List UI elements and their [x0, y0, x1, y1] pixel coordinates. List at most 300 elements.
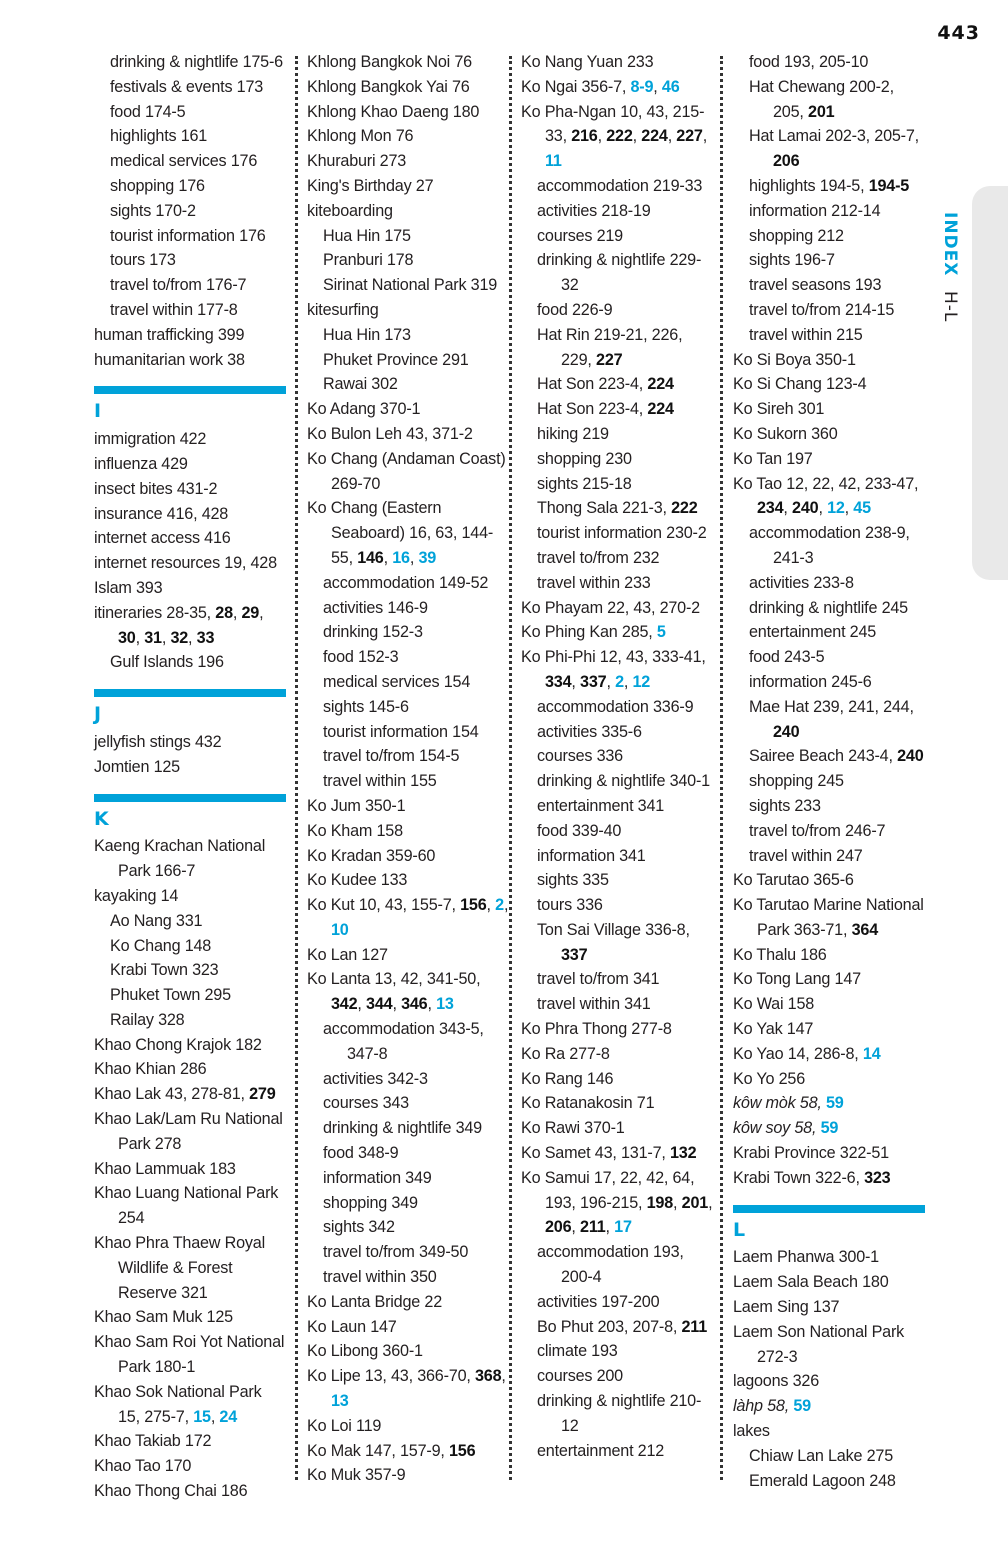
index-subentry: [733, 695, 925, 745]
entry-text: hiking 219: [537, 424, 609, 443]
index-subentry: [521, 571, 715, 596]
entry-text: travel seasons 193: [749, 276, 882, 295]
entry-text: Hat Lamai 202-3, 205-7,: [749, 127, 919, 146]
entry-text: Bo Phut 203, 207-8,: [537, 1317, 682, 1336]
entry-text: Khuraburi 273: [307, 152, 407, 171]
entry-text: Ko Si Boya 350-1: [733, 350, 856, 369]
entry-text: tours 336: [537, 896, 603, 915]
entry-text: Ao Nang 331: [110, 911, 203, 930]
page-ref-bold: 206: [545, 1218, 572, 1237]
index-entry: [94, 477, 286, 502]
index-entry: [307, 1414, 512, 1439]
entry-text: travel within 155: [323, 772, 437, 791]
entry-text: Ko Ra 277-8: [521, 1044, 610, 1063]
entry-text: Laem Phanwa 300-1: [733, 1248, 879, 1267]
letter-heading: [94, 689, 286, 728]
index-subentry: [94, 75, 286, 100]
index-entry: Ko Lanta 13, 42, 341-50, 342, 344, 346, 13: [307, 970, 481, 1014]
page-ref-bold: 216: [571, 127, 598, 146]
index-subentry: [733, 596, 925, 621]
index-subentry: [307, 323, 512, 348]
index-subentry: [733, 521, 925, 571]
index-entry: [307, 1463, 512, 1488]
entry-text: tours 173: [110, 251, 176, 270]
entry-text: Jomtien 125: [94, 757, 180, 776]
page-ref-bold: 227: [596, 350, 623, 369]
column-divider: [720, 56, 723, 1480]
index-subentry: [307, 1166, 512, 1191]
index-subentry: [733, 769, 925, 794]
entry-text: sights 196-7: [749, 251, 835, 270]
entry-text: activities 342-3: [323, 1069, 428, 1088]
entry-text: Ko Loi 119: [307, 1416, 382, 1435]
entry-text: information 245-6: [749, 672, 872, 691]
index-entry: [94, 576, 286, 601]
index-subentry: [307, 1215, 512, 1240]
index-entry: [307, 794, 512, 819]
index-entry: [733, 1042, 925, 1067]
entry-text: highlights 194-5,: [749, 176, 869, 195]
index-subentry: [94, 174, 286, 199]
entry-text: drinking & nightlife 210-12: [537, 1392, 702, 1435]
entry-text: King's Birthday 27: [307, 176, 434, 195]
entry-text: activities 218-19: [537, 201, 651, 220]
entry-text: travel to/from 349-50: [323, 1243, 469, 1262]
entry-text: festivals & events 173: [110, 77, 264, 96]
entry-text: Emerald Lagoon 248: [749, 1471, 896, 1490]
entry-text: Ko Tan 197: [733, 449, 813, 468]
index-entry: [733, 372, 925, 397]
index-subentry: [307, 1240, 512, 1265]
index-entry: [307, 199, 512, 224]
entry-text: accommodation 343-5, 347-8: [323, 1020, 484, 1063]
entry-text: Ko Si Chang 123-4: [733, 375, 867, 394]
index-subentry: [521, 967, 715, 992]
index-entry: [307, 149, 512, 174]
entry-text: drinking & nightlife 349: [323, 1119, 482, 1138]
index-entry: [733, 893, 925, 943]
entry-text: food 348-9: [323, 1144, 399, 1163]
entry-text: Laem Sing 137: [733, 1298, 840, 1317]
entry-text: Ko Yak 147: [733, 1020, 814, 1039]
index-entry: Khao Sok National Park 15, 275-7, 15, 24: [94, 1382, 262, 1426]
entry-text: activities 197-200: [537, 1292, 660, 1311]
entry-text: climate 193: [537, 1342, 618, 1361]
page-ref-bold: 146: [357, 548, 384, 567]
page-ref-bold: 201: [808, 102, 835, 121]
index-entry: [307, 447, 512, 497]
entry-text: Khao Lak/Lam Ru National Park 278: [94, 1110, 283, 1153]
entry-text: information 341: [537, 846, 646, 865]
index-subentry: [521, 546, 715, 571]
letter-bar: [94, 794, 286, 802]
index-subentry: [521, 248, 715, 298]
entry-text: travel to/from 154-5: [323, 747, 460, 766]
entry-text: Hat Rin 219-21, 226, 229,: [537, 325, 683, 369]
entry-text: drinking & nightlife 175-6: [110, 53, 283, 71]
index-entry: [307, 1315, 512, 1340]
index-column-1: [94, 50, 286, 1504]
index-subentry: [521, 521, 715, 546]
entry-text: travel to/from 176-7: [110, 276, 247, 295]
index-entry: itineraries 28-35, 28, 29, 30, 31, 32, 33: [94, 603, 264, 647]
entry-text: courses 200: [537, 1367, 623, 1386]
index-entry: [94, 755, 286, 780]
index-subentry: [521, 720, 715, 745]
map-ref: 14: [862, 1044, 881, 1063]
entry-text: sights 335: [537, 871, 609, 890]
index-subentry: [94, 1008, 286, 1033]
index-entry: [521, 1067, 715, 1092]
index-entry: [94, 452, 286, 477]
entry-text: food 174-5: [110, 102, 186, 121]
index-entry: [307, 1290, 512, 1315]
index-subentry: [94, 934, 286, 959]
index-subentry: [733, 174, 925, 199]
letter-heading: [733, 1205, 925, 1244]
entry-text: Ko Kut 10, 43, 155-7,: [307, 896, 461, 915]
entry-text: travel within 233: [537, 573, 651, 592]
index-entry: [733, 348, 925, 373]
letter-heading-text: L: [733, 1218, 745, 1241]
index-subentry: [521, 496, 715, 521]
entry-text: Ko Lipe 13, 43, 366-70,: [307, 1367, 475, 1386]
page-ref-bold: 30: [118, 628, 136, 647]
index-entry: [94, 1429, 286, 1454]
map-ref: 13: [331, 1392, 349, 1411]
index-entry: [94, 1082, 286, 1107]
entry-text: sights 342: [323, 1218, 395, 1237]
index-subentry: [733, 199, 925, 224]
page-ref-bold: 211: [681, 1317, 708, 1336]
index-entry: [521, 1141, 715, 1166]
index-subentry: [307, 769, 512, 794]
letter-heading: [94, 386, 286, 425]
entry-text: Ko Rang 146: [521, 1069, 614, 1088]
entry-text: Ko Kradan 359-60: [307, 846, 436, 865]
entry-text: Rawai 302: [323, 375, 398, 394]
index-column-3: [521, 50, 715, 1463]
map-ref: 45: [853, 499, 871, 518]
entry-text: Khao Phra Thaew Royal Wildlife & Forest Reserve 321: [94, 1234, 265, 1302]
map-ref: 12: [632, 672, 651, 691]
entry-text: Hat Chewang 200-2, 205,: [749, 77, 894, 121]
page-ref-bold: 224: [647, 400, 674, 419]
page-ref-bold: 28: [215, 603, 233, 622]
entry-text: Khao Takiab 172: [94, 1432, 212, 1451]
entry-text: accommodation 149-52: [323, 573, 489, 592]
entry-text: Pranburi 178: [323, 251, 414, 270]
entry-text: travel within 350: [323, 1268, 437, 1287]
column-divider: [295, 56, 298, 1480]
entry-text: shopping 349: [323, 1193, 418, 1212]
index-subentry: [733, 75, 925, 125]
entry-text: courses 343: [323, 1094, 409, 1113]
entry-text: Ko Adang 370-1: [307, 400, 421, 419]
index-entry: [733, 1245, 925, 1270]
index-subentry: [733, 794, 925, 819]
index-subentry: [521, 1389, 715, 1439]
index-subentry: [521, 422, 715, 447]
entry-text: accommodation 219-33: [537, 176, 703, 195]
entry-text: Hua Hin 175: [323, 226, 411, 245]
entry-text: Khlong Mon 76: [307, 127, 414, 146]
entry-text: Ko Phra Thong 277-8: [521, 1020, 672, 1039]
entry-text: Ko Libong 360-1: [307, 1342, 423, 1361]
page-ref-bold: 279: [249, 1085, 276, 1104]
entry-text: humanitarian work 38: [94, 350, 245, 369]
entry-text: food 243-5: [749, 648, 825, 667]
page-ref-bold: 240: [897, 747, 924, 766]
index-subentry: [521, 794, 715, 819]
index-subentry: [733, 1469, 925, 1494]
entry-text: Ko Mak 147, 157-9,: [307, 1441, 449, 1460]
index-entry: [94, 348, 286, 373]
index-subentry: [307, 1191, 512, 1216]
page-ref-bold: 368: [475, 1367, 502, 1386]
index-subentry: [521, 174, 715, 199]
page-ref-bold: 222: [606, 127, 633, 146]
index-entry: [307, 50, 512, 75]
index-subentry: [521, 1439, 715, 1464]
index-subentry: [307, 744, 512, 769]
map-ref: 59: [820, 1119, 839, 1138]
index-subentry: [733, 744, 925, 769]
entry-text: Ko Phing Kan 285,: [521, 623, 657, 642]
index-subentry: [521, 372, 715, 397]
index-subentry: [94, 224, 286, 249]
index-entry: [733, 1295, 925, 1320]
entry-text: Ko Lanta 13, 42, 341-50,: [307, 970, 481, 989]
entry-text: Khao Sam Muk 125: [94, 1308, 233, 1327]
column-divider: [509, 56, 512, 1480]
page-ref-bold: 346: [401, 995, 428, 1014]
index-subentry: [94, 909, 286, 934]
entry-text: medical services 154: [323, 672, 471, 691]
entry-text: insect bites 431-2: [94, 479, 218, 498]
entry-text: information 349: [323, 1168, 432, 1187]
map-ref: 16: [392, 548, 410, 567]
entry-text: sights 170-2: [110, 201, 196, 220]
entry-text: Ko Samet 43, 131-7,: [521, 1144, 670, 1163]
index-subentry: [733, 224, 925, 249]
index-entry: [733, 967, 925, 992]
page-ref-bold: 344: [366, 995, 393, 1014]
map-ref: 11: [545, 152, 562, 171]
entry-text: Islam 393: [94, 578, 163, 597]
index-entry: Ko Tao 12, 22, 42, 233-47, 234, 240, 12, 45: [733, 474, 919, 518]
entry-text: kitesurfing: [307, 300, 379, 319]
index-column-4: [733, 50, 925, 1493]
page-ref-bold: 323: [864, 1168, 891, 1187]
index-subentry: [307, 248, 512, 273]
index-subentry: [733, 620, 925, 645]
entry-text: entertainment 212: [537, 1441, 665, 1460]
letter-bar: [94, 386, 286, 394]
entry-text: travel within 177-8: [110, 300, 238, 319]
entry-text: Sairee Beach 243-4,: [749, 747, 898, 766]
map-ref: 13: [436, 995, 454, 1014]
entry-text: Ko Kudee 133: [307, 871, 408, 890]
entry-text: Ko Chang 148: [110, 936, 212, 955]
index-entry: [307, 298, 512, 323]
index-subentry: [521, 1364, 715, 1389]
index-entry: [733, 1369, 925, 1394]
letter-bar: [94, 689, 286, 697]
index-subentry: [307, 571, 512, 596]
index-entry: [733, 1166, 925, 1191]
index-entry: [307, 1339, 512, 1364]
entry-text: Ko Lan 127: [307, 945, 388, 964]
index-subentry: [94, 199, 286, 224]
index-entry: [307, 397, 512, 422]
index-entry: [521, 1017, 715, 1042]
map-ref: 17: [614, 1218, 632, 1237]
index-entry: [521, 50, 715, 75]
page-ref-bold: 206: [773, 152, 800, 171]
index-subentry: [521, 992, 715, 1017]
index-subentry: [521, 695, 715, 720]
index-subentry: [521, 893, 715, 918]
entry-text: Ton Sai Village 336-8,: [537, 920, 690, 939]
index-subentry: [94, 650, 286, 675]
entry-text: Ko Wai 158: [733, 995, 815, 1014]
page-number: 443: [937, 22, 980, 44]
entry-text: Ko Rawi 370-1: [521, 1119, 625, 1138]
page-ref-bold: 201: [681, 1193, 709, 1212]
index-subentry: [307, 720, 512, 745]
map-ref: 2: [495, 896, 504, 915]
entry-text: Hat Son 223-4,: [537, 375, 648, 394]
entry-text: Ko Chang (Andaman Coast) 269-70: [307, 449, 506, 493]
entry-text: insurance 416, 428: [94, 504, 229, 523]
page-ref-bold: 194-5: [868, 176, 910, 195]
entry-text: lakes: [733, 1422, 770, 1441]
index-entry: [733, 1116, 925, 1141]
index-subentry: [307, 1141, 512, 1166]
map-ref: 59: [793, 1397, 811, 1416]
index-entry: [307, 124, 512, 149]
entry-text: immigration 422: [94, 430, 207, 449]
index-entry: Ko Lipe 13, 43, 366-70, 368, 13: [307, 1367, 506, 1411]
entry-text: food 152-3: [323, 648, 399, 667]
index-subentry: [94, 124, 286, 149]
entry-text: kôw mòk 58,: [733, 1094, 826, 1113]
entry-text: information 212-14: [749, 201, 881, 220]
entry-text: travel to/from 341: [537, 970, 660, 989]
page-ref-bold: 234: [757, 499, 784, 518]
entry-text: kiteboarding: [307, 201, 393, 220]
entry-text: Khao Khian 286: [94, 1060, 207, 1079]
page-ref-bold: 132: [669, 1144, 697, 1163]
index-entry: [733, 397, 925, 422]
index-entry: Ko Phi-Phi 12, 43, 333-41, 334, 337, 2, 12: [521, 648, 706, 691]
page-ref-bold: 240: [792, 499, 819, 518]
index-subentry: [521, 1339, 715, 1364]
index-entry: [307, 943, 512, 968]
entry-text: travel within 215: [749, 325, 863, 344]
index-entry: [94, 1033, 286, 1058]
index-entry: [94, 1157, 286, 1182]
entry-text: drinking & nightlife 229-32: [537, 251, 702, 295]
index-label: INDEX: [940, 212, 960, 277]
entry-text: Hat Son 223-4,: [537, 400, 648, 419]
entry-text: activities 335-6: [537, 722, 642, 741]
index-entry: [94, 1479, 286, 1504]
entry-text: sights 215-18: [537, 474, 632, 493]
index-entry: [94, 1107, 286, 1157]
index-entry: [733, 1091, 925, 1116]
map-ref: 2: [615, 672, 624, 691]
index-entry: [94, 427, 286, 452]
index-subentry: [307, 596, 512, 621]
page-ref-bold: 198: [646, 1193, 674, 1212]
index-subentry: [521, 199, 715, 224]
index-entry: [733, 868, 925, 893]
index-subentry: [307, 1265, 512, 1290]
index-entry: Ko Samui 17, 22, 42, 64, 193, 196-215, 198, 201, 206, 211, 17: [521, 1168, 713, 1237]
entry-text: Phuket Province 291: [323, 350, 469, 369]
index-subentry: [307, 348, 512, 373]
entry-text: Railay 328: [110, 1010, 185, 1029]
index-subentry: [733, 323, 925, 348]
entry-text: activities 233-8: [749, 573, 854, 592]
entry-text: travel within 247: [749, 846, 863, 865]
index-entry: [94, 1454, 286, 1479]
entry-text: Laem Son National Park 272-3: [733, 1322, 905, 1366]
entry-text: Ko Tao 12, 22, 42, 233-47,: [733, 474, 919, 493]
index-subentry: [733, 298, 925, 323]
entry-text: Khlong Bangkok Noi 76: [307, 53, 472, 71]
index-subentry: [733, 645, 925, 670]
entry-text: Khao Chong Krajok 182: [94, 1035, 262, 1054]
entry-text: làhp 58,: [733, 1397, 794, 1416]
index-subentry: [733, 50, 925, 75]
letter-heading-text: J: [94, 703, 101, 726]
entry-text: influenza 429: [94, 454, 188, 473]
entry-text: Sirinat National Park 319: [323, 276, 498, 295]
index-subentry: [521, 819, 715, 844]
map-ref: 5: [656, 623, 666, 642]
entry-text: drinking & nightlife 245: [749, 598, 908, 617]
entry-text: Ko Sireh 301: [733, 400, 825, 419]
entry-text: Ko Samui 17, 22, 42, 64, 193, 196-215,: [521, 1168, 695, 1212]
entry-text: Khao Tao 170: [94, 1457, 192, 1476]
entry-text: Ko Ngai 356-7,: [521, 77, 631, 96]
index-entry: [94, 834, 286, 884]
entry-text: accommodation 238-9, 241-3: [749, 524, 910, 567]
index-entry: [307, 1439, 512, 1464]
page-ref-bold: 337: [561, 945, 588, 964]
index-subentry: [733, 670, 925, 695]
entry-text: medical services 176: [110, 152, 258, 171]
index-entry: [307, 844, 512, 869]
index-subentry: [733, 124, 925, 174]
index-entry: [733, 422, 925, 447]
entry-text: sights 233: [749, 796, 821, 815]
entry-text: Ko Pha-Ngan 10, 43, 215-33,: [521, 102, 705, 146]
index-subentry: [521, 868, 715, 893]
index-subentry: [307, 1017, 512, 1067]
index-subentry: [307, 1091, 512, 1116]
index-subentry: [307, 1067, 512, 1092]
page-ref-bold: 156: [448, 1441, 476, 1460]
entry-text: Khao Sam Roi Yot National Park 180-1: [94, 1333, 285, 1377]
page-ref-bold: 156: [460, 896, 487, 915]
index-entry: Ko Kut 10, 43, 155-7, 156, 2, 10: [307, 896, 509, 939]
entry-text: Laem Sala Beach 180: [733, 1273, 889, 1292]
index-subentry: [521, 224, 715, 249]
